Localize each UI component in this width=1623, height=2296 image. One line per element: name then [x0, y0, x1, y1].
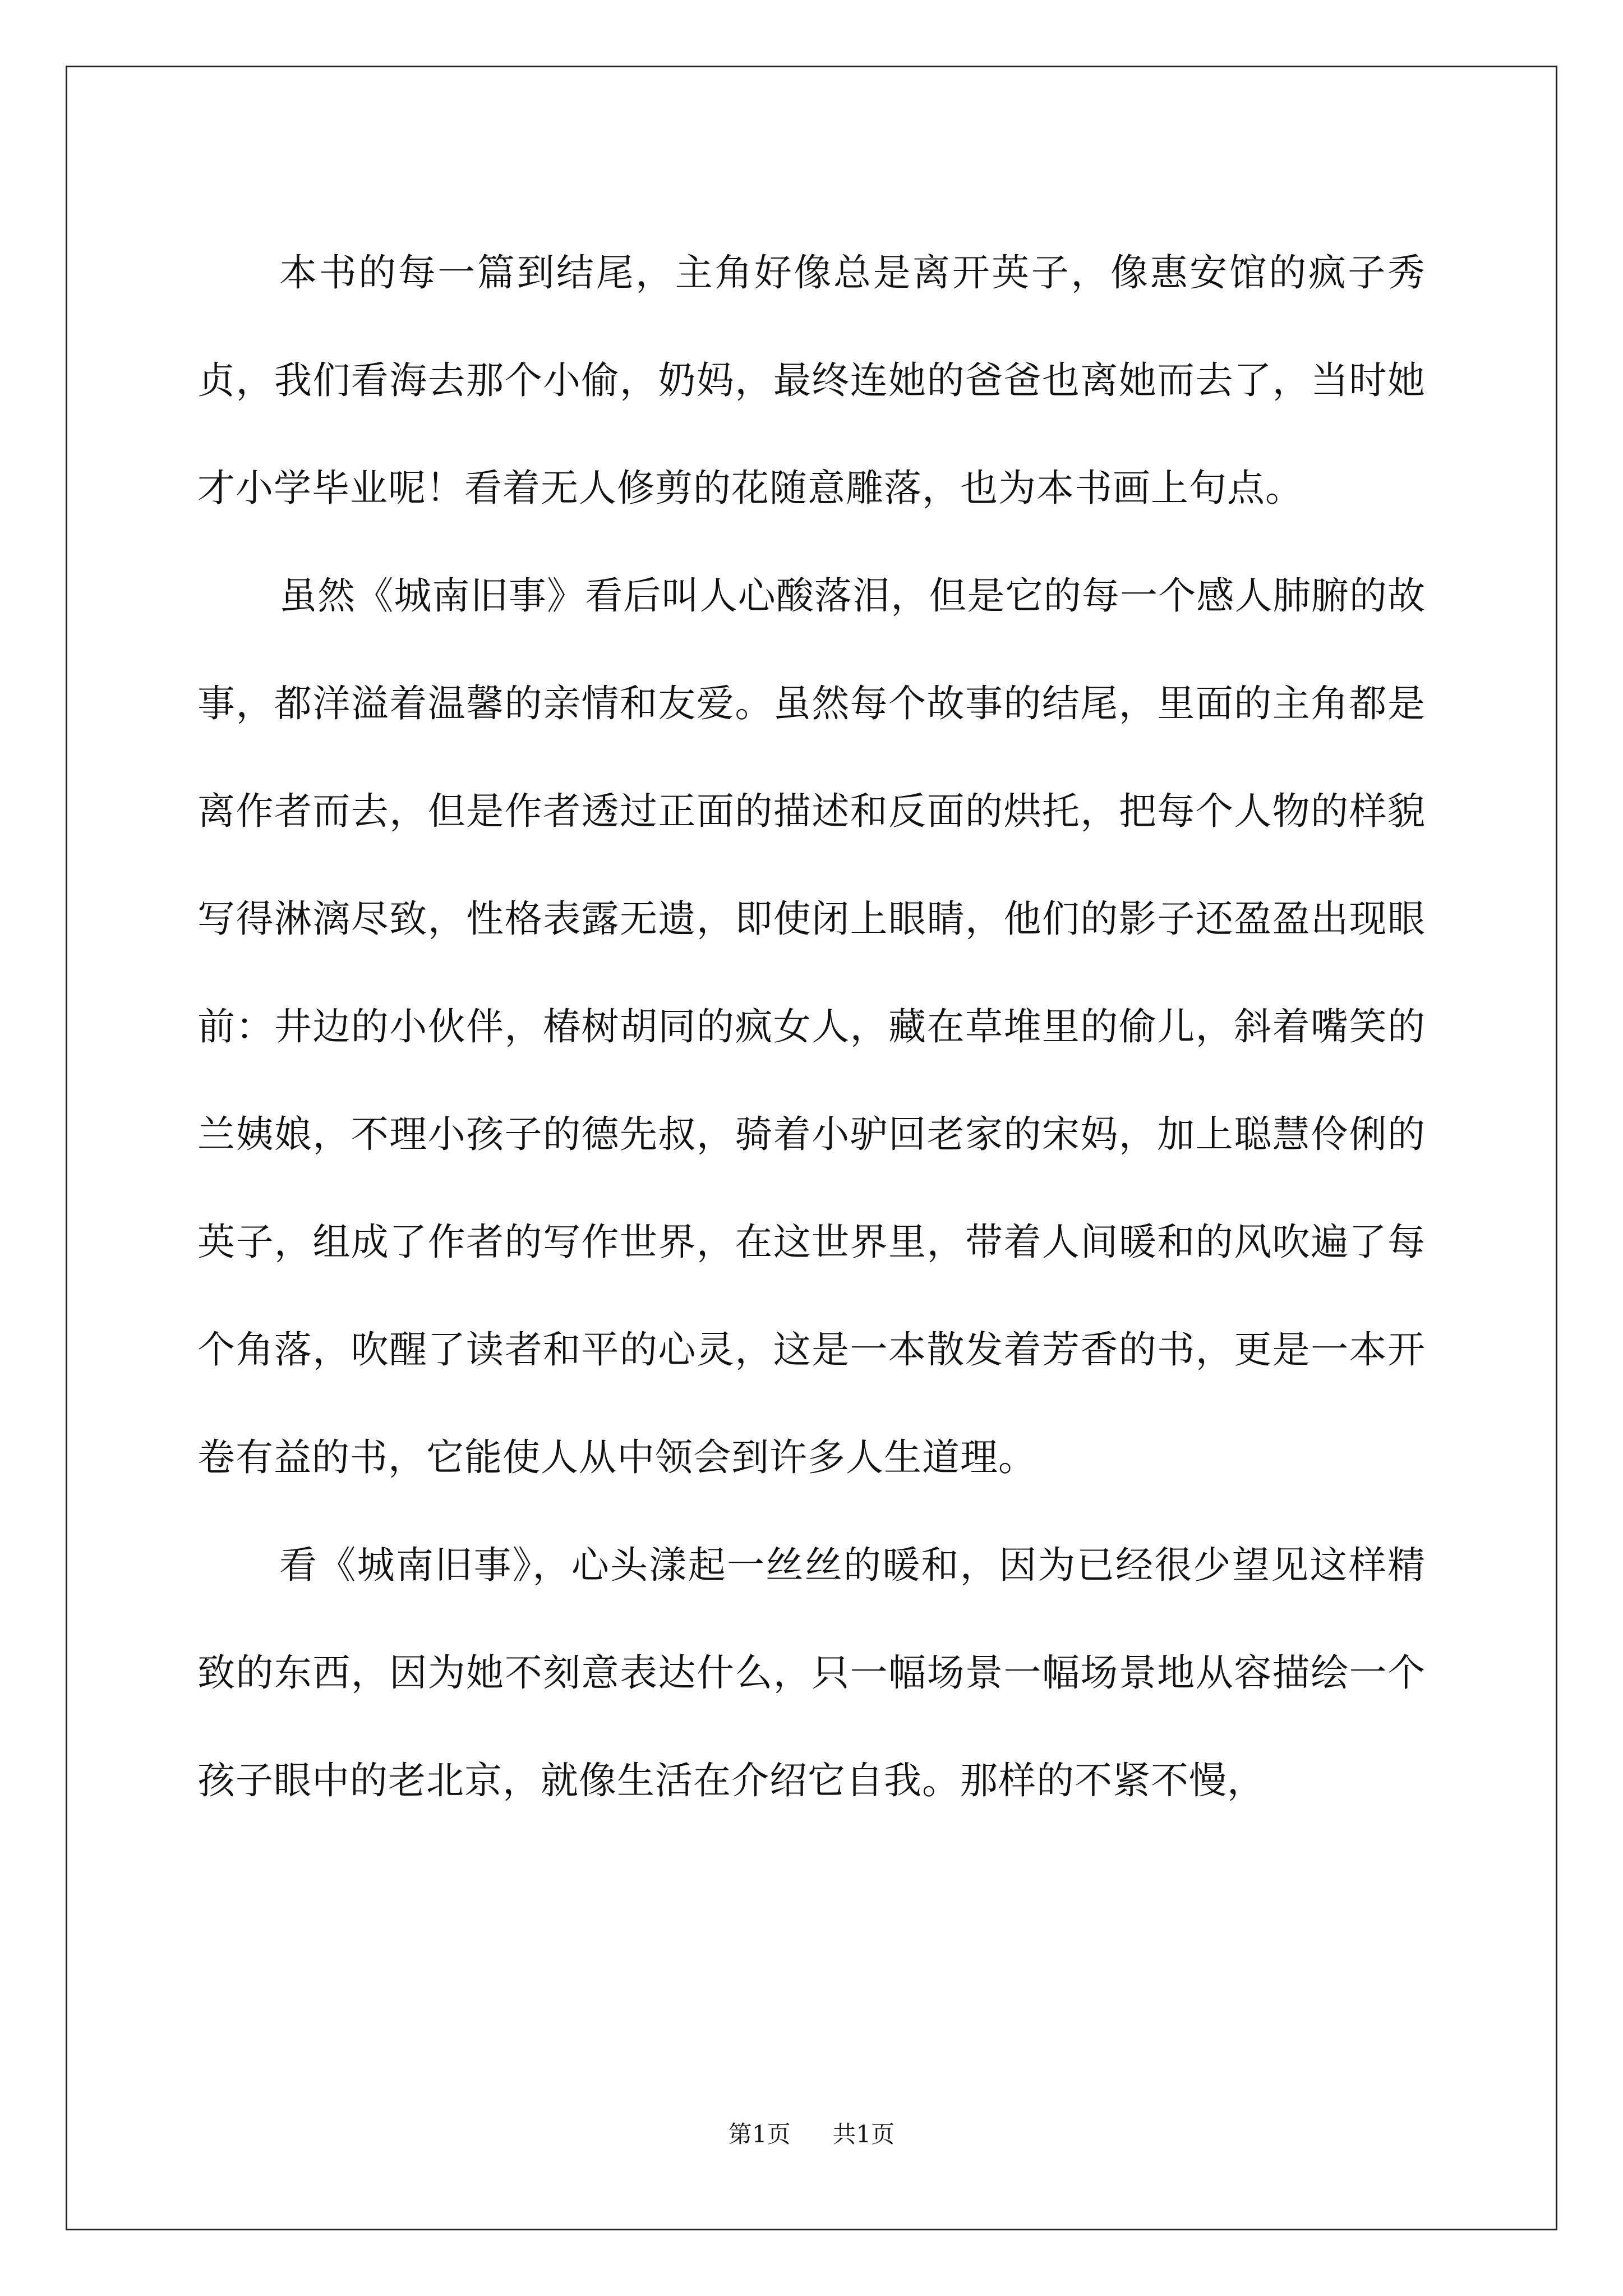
page-total: 共1页	[832, 2120, 895, 2148]
page-footer	[0, 2118, 1623, 2151]
paragraph-1: 本书的每一篇到结尾，主角好像总是离开英子，像惠安馆的疯子秀贞，我们看海去那个小偷，奶妈，最终连她的爸爸也离她而去了，当时她才小学毕业呢！看着无人修剪的花随意雕落，也为本书画上句点。	[197, 251, 1426, 510]
page-number: 第1页	[728, 2120, 791, 2148]
document-body	[197, 219, 1426, 1834]
paragraph-2: 虽然《城南旧事》看后叫人心酸落泪，但是它的每一个感人肺腑的故事，都洋溢着温馨的亲情和友爱。虽然每个故事的结尾，里面的主角都是离作者而去，但是作者透过正面的描述和反面的烘托，把每个人物的样貌写得淋漓尽致，性格表露无遗，即使闭上眼睛，他们的影子还盈盈出现眼前：井边的小伙伴，椿树胡同的疯女人，藏在草堆里的偷儿，斜着嘴笑的兰姨娘，不理小孩子的德先叔，骑着小驴回老家的宋妈，加上聪慧伶俐的英子，组成了作者的写作世界，在这世界里，带着人间暖和的风吹遍了每个角落，吹醒了读者和平的心灵，这是一本散发着芳香的书，更是一本开卷有益的书，它能使人从中领会到许多人生道理。	[197, 574, 1426, 1479]
paragraph-3: 看《城南旧事》，心头漾起一丝丝的暖和，因为已经很少望见这样精致的东西，因为她不刻意表达什么，只一幅场景一幅场景地从容描绘一个孩子眼中的老北京，就像生活在介绍它自我。那样的不紧不慢，	[197, 1543, 1426, 1802]
